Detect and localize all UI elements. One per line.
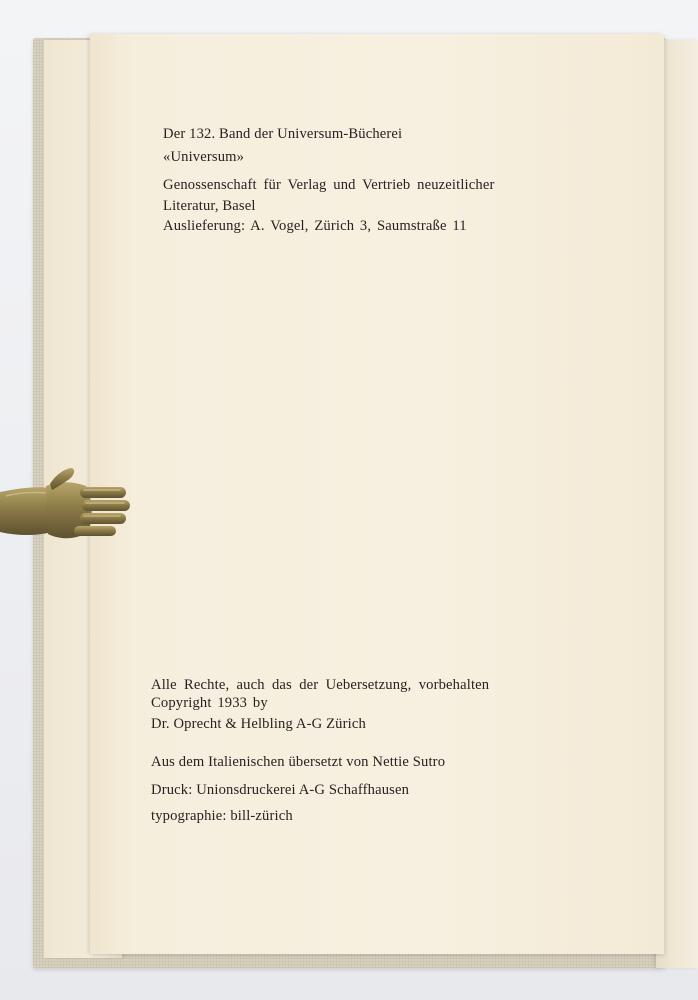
typography-line: typographie: bill-zürich: [151, 808, 293, 824]
copyright-holder-line: Dr. Oprecht & Helbling A-G Zürich: [151, 716, 366, 732]
imprint-line-city: Literatur, Basel: [163, 198, 256, 214]
printer-line: Druck: Unionsdruckerei A-G Schaffhausen: [151, 782, 410, 798]
brass-hand-icon: [0, 462, 132, 557]
imprint-line-delivery: Auslieferung: A. Vogel, Zürich 3, Saumstraße 11: [163, 218, 467, 234]
rights-line: Alle Rechte, auch das der Uebersetzung, vorbehalten: [151, 677, 490, 693]
copyright-line: Copyright 1933 by: [151, 695, 268, 711]
translator-line: Aus dem Italienischen übersetzt von Nettie Sutro: [151, 754, 446, 770]
imprint-line-band: Der 132. Band der Universum-Bücherei: [163, 126, 403, 142]
imprint-line-series: «Universum»: [163, 149, 245, 165]
imprint-line-publisher: Genossenschaft für Verlag und Vertrieb neuzeitlicher: [163, 177, 495, 193]
